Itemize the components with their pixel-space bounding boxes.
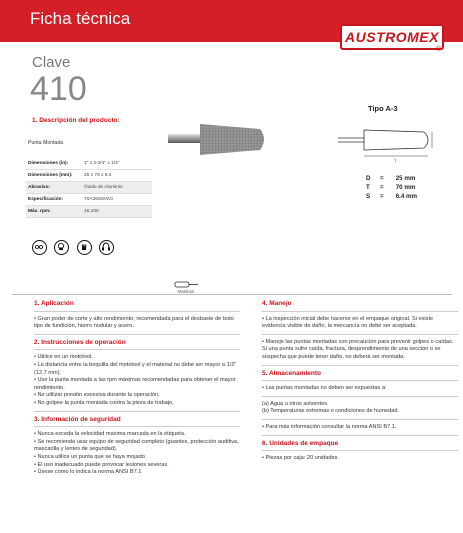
list-item: • Use la punta montada a las rpm máximas recomendadas para obtener el mayor rendimiento. bbox=[34, 377, 236, 391]
tipo-label: Tipo A-3 bbox=[368, 104, 398, 113]
t-mark: T bbox=[394, 158, 397, 163]
spec-key: Máx. rpm: bbox=[26, 206, 82, 218]
list-item: • Piezas por caja: 20 unidades. bbox=[262, 455, 339, 462]
face-mask-icon bbox=[54, 240, 69, 255]
list-item: • Nunca exceda la velocidad maxima marcada en la etiqueta. bbox=[34, 431, 186, 438]
application-text: • Gran poder de corte y alto rendimiento, recomendada para el desbaste de todo tipo de fundición, hierro nodular y acero. bbox=[34, 315, 234, 330]
divider bbox=[34, 426, 240, 427]
dim-row bbox=[366, 174, 417, 183]
list-item: (b) Temperaturas extremas o condiciones de humedad. bbox=[262, 408, 400, 415]
divider bbox=[262, 396, 458, 397]
spec-value: 25 x 70 x 6.4 bbox=[82, 170, 152, 182]
list-item: • Úsese como lo indica la norma ANSI B7.1 bbox=[34, 469, 142, 476]
divider bbox=[34, 411, 240, 412]
dim-row bbox=[366, 183, 417, 192]
divider bbox=[262, 311, 458, 312]
divider bbox=[262, 450, 458, 451]
spec-value: 70A36S5VK0 bbox=[82, 194, 152, 206]
product-image bbox=[168, 120, 278, 160]
dim-value: 70 mm bbox=[395, 184, 416, 191]
list-item: • Se recomienda usar equipo de seguridad completo (guantes, protección auditiva, mascarilla y lentes de seguridad). bbox=[34, 438, 239, 453]
brand-logo bbox=[340, 18, 454, 60]
list-item: • El uso inadecuado puede provocar lesiones severas. bbox=[34, 461, 169, 468]
dim-key: T bbox=[366, 184, 370, 191]
spec-value: Óxido de Aluminio bbox=[82, 182, 152, 194]
table-row bbox=[26, 170, 152, 182]
list-item: • La inspección inicial debe hacerse en el empaque original. Si existe evidencia visible de daño, la mercancía no debe ser aceptada. bbox=[262, 315, 434, 330]
left-column bbox=[34, 300, 240, 477]
divider bbox=[262, 380, 458, 381]
section-title-storage: 5. Almacenamiento bbox=[262, 369, 322, 377]
dim-eq: = bbox=[380, 175, 384, 182]
page-title: Ficha técnica bbox=[30, 9, 131, 28]
spec-key: Dimensiones (mm): bbox=[26, 170, 82, 182]
ear-protection-icon bbox=[99, 240, 114, 255]
list-item: • Utilice en un mototool. bbox=[34, 354, 93, 361]
type-schematic bbox=[336, 118, 440, 170]
section-title-packaging: 6. Unidades de empaque bbox=[262, 439, 339, 447]
table-row bbox=[26, 206, 152, 218]
mototool-caption: Mototool bbox=[178, 289, 195, 294]
clave-label: Clave bbox=[32, 54, 71, 71]
divider bbox=[262, 419, 458, 420]
clave-number: 410 bbox=[30, 70, 87, 108]
eye-protection-icon bbox=[32, 240, 47, 255]
table-row bbox=[26, 194, 152, 206]
dim-eq: = bbox=[380, 184, 384, 191]
divider bbox=[262, 334, 458, 335]
divider bbox=[34, 349, 240, 350]
right-column bbox=[262, 300, 458, 463]
table-row bbox=[26, 158, 152, 170]
list-item: (a) Agua u otros solventes. bbox=[262, 400, 329, 407]
mototool-icon bbox=[174, 280, 200, 289]
list-item: • Nunca utilice un punta que se haya mojado. bbox=[34, 453, 147, 460]
dimension-list bbox=[366, 174, 417, 201]
list-item: • No utilizar presión excesiva durante la operación. bbox=[34, 392, 160, 399]
gloves-icon bbox=[77, 240, 92, 255]
divider bbox=[262, 435, 458, 436]
list-item: • No golpee la punta montada contra la pieza de trabajo. bbox=[34, 399, 174, 406]
dim-row bbox=[366, 192, 417, 201]
list-item: • Las puntas montadas no deben ser expuestas a: bbox=[262, 385, 387, 392]
section-title-safety: 3. Información de seguridad bbox=[34, 415, 121, 423]
product-name: Punta Montada bbox=[28, 140, 64, 146]
divider bbox=[34, 334, 240, 335]
dim-value: 25 mm bbox=[395, 175, 416, 182]
dim-eq: = bbox=[380, 193, 384, 200]
dim-value: 6.4 mm bbox=[395, 193, 418, 200]
safety-icons bbox=[32, 240, 117, 258]
dim-key: D bbox=[366, 175, 371, 182]
divider bbox=[12, 294, 452, 295]
list-item: • Para más información consultar la norma ANSI B7.1. bbox=[262, 423, 397, 430]
spec-key: Especificación: bbox=[26, 194, 82, 206]
brand-logo-text: AUSTROMEX bbox=[340, 24, 444, 50]
spec-table bbox=[26, 158, 152, 218]
section-title-handling: 4. Manejo bbox=[262, 300, 292, 307]
list-item: • La distancia entre la boquilla del mototool y el material no debe ser mayor a 1/2" (12.7 mm). bbox=[34, 361, 237, 376]
spec-key: Abrasivo: bbox=[26, 182, 82, 194]
section-title-application: 1. Aplicación bbox=[34, 300, 74, 307]
spec-value: 1" x 2-3/4" x 1/4" bbox=[82, 158, 152, 170]
section-title-description: 1. Descripción del producto: bbox=[32, 117, 120, 124]
dim-key: S bbox=[366, 193, 371, 200]
spec-key: Dimensiones (in): bbox=[26, 158, 82, 170]
spec-value: 16,100 bbox=[82, 206, 152, 218]
section-title-operation: 2. Instrucciones de operación bbox=[34, 338, 126, 346]
divider bbox=[262, 365, 458, 366]
table-row bbox=[26, 182, 152, 194]
list-item: • Maneje las puntas montadas con precaución para prevenir golpes o caídas. Si una punta sufre caída, fractura, desprendimiento de una sección o se sospecha que puede tener daño, no deberá ser montada. bbox=[262, 338, 454, 360]
registered-mark: ® bbox=[436, 46, 442, 53]
divider bbox=[34, 311, 240, 312]
